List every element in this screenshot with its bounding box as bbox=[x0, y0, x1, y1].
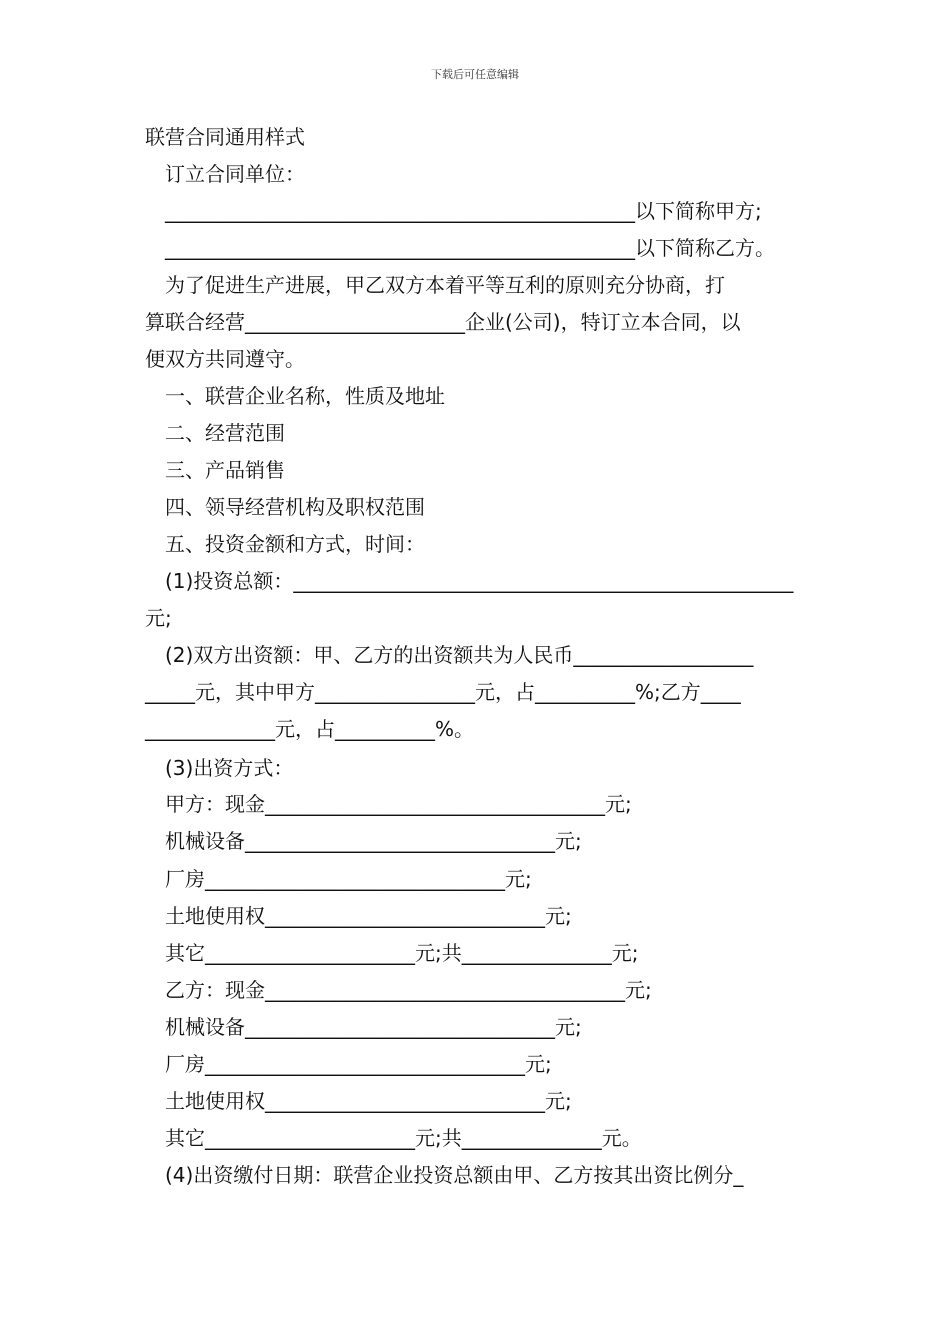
text-line: _____________元，占__________%。 bbox=[145, 717, 475, 741]
text-line: 乙方：现金____________________________________元; bbox=[165, 978, 652, 1002]
page-header-note: 下载后可任意编辑 bbox=[431, 68, 519, 81]
text-line: (1)投资总额：__________________________________________________ bbox=[165, 569, 794, 593]
text-line: (3)出资方式： bbox=[165, 756, 294, 780]
text-line: 土地使用权____________________________元; bbox=[165, 1089, 572, 1113]
document-title: 联营合同通用样式 bbox=[145, 125, 305, 149]
text-line: 厂房______________________________元; bbox=[165, 867, 532, 891]
text-line: 机械设备_______________________________元; bbox=[165, 829, 582, 853]
text-line: 为了促进生产进展，甲乙双方本着平等互利的原则充分协商，打 bbox=[165, 273, 725, 297]
text-line: 其它_____________________元;共______________元。 bbox=[165, 1126, 642, 1150]
section-heading: 五、投资金额和方式，时间： bbox=[165, 532, 425, 556]
text-line: _____元，其中甲方________________元，占__________%;乙方____ bbox=[145, 680, 741, 704]
section-heading: 三、产品销售 bbox=[165, 458, 285, 482]
text-line: 土地使用权____________________________元; bbox=[165, 904, 572, 928]
text-line: (4)出资缴付日期：联营企业投资总额由甲、乙方按其出资比例分_ bbox=[165, 1163, 744, 1187]
text-line: 便双方共同遵守。 bbox=[145, 347, 305, 371]
section-heading: 四、领导经营机构及职权范围 bbox=[165, 495, 425, 519]
text-line: (2)双方出资额：甲、乙方的出资额共为人民币__________________ bbox=[165, 643, 754, 667]
text-line: 元; bbox=[145, 606, 172, 630]
section-heading: 一、联营企业名称，性质及地址 bbox=[165, 384, 445, 408]
text-line: 机械设备_______________________________元; bbox=[165, 1015, 582, 1039]
text-line: 其它_____________________元;共_______________元; bbox=[165, 941, 639, 965]
text-line: 甲方：现金__________________________________元; bbox=[165, 792, 632, 816]
text-line: _______________________________________________以下简称甲方; bbox=[165, 199, 762, 223]
text-line: 订立合同单位： bbox=[165, 162, 305, 186]
text-line: _______________________________________________以下简称乙方。 bbox=[165, 236, 775, 260]
text-line: 算联合经营______________________企业(公司)，特订立本合同，以 bbox=[145, 310, 741, 334]
text-line: 厂房________________________________元; bbox=[165, 1052, 552, 1076]
section-heading: 二、经营范围 bbox=[165, 421, 285, 445]
